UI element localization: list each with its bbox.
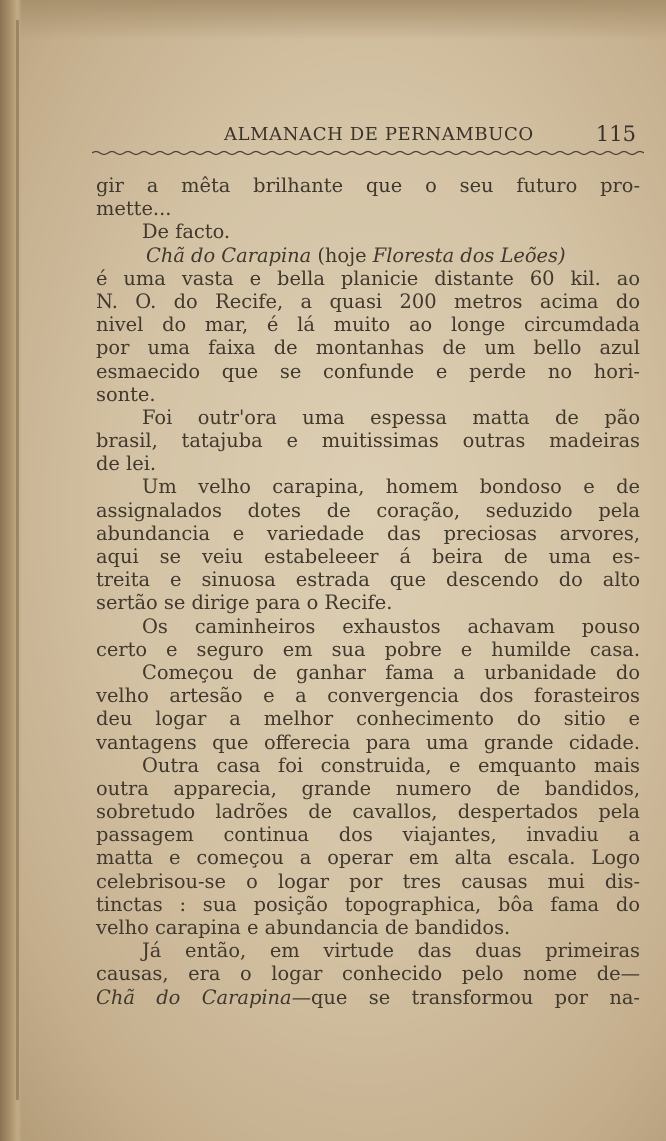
text-line: deu logar a melhor conhecimento do sitio e (96, 707, 640, 731)
page-number: 115 (595, 122, 636, 146)
text-line (96, 986, 640, 1009)
gutter-crease (16, 20, 19, 1100)
text-line: abundancia e variedade das preciosas arvores, (96, 521, 640, 545)
text-line (96, 244, 640, 267)
text-line: Um velho carapina, homem bondoso e de (142, 475, 640, 499)
text-line: é uma vasta e bella planicie distante 60 kil. ao (96, 266, 640, 290)
text-line: treita e sinuosa estrada que descendo do alto (96, 568, 640, 592)
text-fragment: (hoje (311, 243, 373, 267)
text-line: por uma faixa de montanhas de um bello azul (96, 336, 640, 360)
text-line: velho artesão e a convergencia dos forasteiros (96, 684, 640, 708)
text-line: de lei. (96, 452, 157, 476)
italic-place-name: Chã do Carapina (146, 243, 312, 267)
text-line: sonte. (96, 382, 156, 406)
text-line: assignalados dotes de coração, seduzido pela (96, 498, 640, 522)
text-line: mette... (96, 197, 172, 221)
body-text (96, 174, 640, 1009)
text-line: aqui se veiu estabeleeer á beira de uma es- (96, 545, 640, 568)
italic-place-name: Floresta dos Leões) (372, 243, 566, 267)
text-line: Outra casa foi construida, e emquanto mais (142, 753, 640, 777)
text-line: Os caminheiros exhaustos achavam pouso (142, 614, 640, 638)
page-top-shadow (0, 0, 666, 40)
text-line: certo e seguro em sua pobre e humilde casa. (96, 637, 640, 661)
text-line: matta e começou a operar em alta escala. Logo (96, 846, 640, 870)
text-line: esmaecido que se confunde e perde no hori- (96, 359, 640, 383)
running-title: ALMANACH DE PERNAMBUCO (224, 124, 534, 145)
text-line: vantagens que offerecia para uma grande cidade. (96, 730, 640, 754)
text-line: causas, era o logar conhecido pelo nome de— (96, 962, 640, 986)
text-line: Começou de ganhar fama a urbanidade do (142, 660, 640, 684)
text-line: Já então, em virtude das duas primeiras (142, 939, 640, 963)
text-line: outra apparecia, grande numero de bandidos, (96, 776, 640, 800)
text-fragment: —que se transformou por na- (291, 985, 640, 1009)
wavy-rule-divider (92, 148, 644, 158)
text-line: passagem continua dos viajantes, invadiu a (96, 823, 640, 847)
text-line: gir a mêta brilhante que o seu futuro pro- (96, 174, 640, 197)
text-line: sertão se dirige para o Recife. (96, 591, 393, 615)
text-line: N. O. do Recife, a quasi 200 metros acima do (96, 289, 640, 313)
text-line: Foi outr'ora uma espessa matta de pão (142, 405, 640, 429)
text-line: tinctas : sua posição topographica, bôa fama do (96, 892, 640, 916)
italic-place-name: Chã do Carapina (96, 985, 292, 1009)
text-line: nivel do mar, é lá muito ao longe circumdada (96, 313, 640, 337)
text-line: velho carapina e abundancia de bandidos. (96, 916, 511, 939)
text-line: De facto. (142, 220, 231, 244)
text-line: celebrisou-se o logar por tres causas mui dis- (96, 869, 640, 893)
page-header (92, 124, 644, 148)
text-line: sobretudo ladrões de cavallos, despertados pela (96, 800, 640, 824)
text-line: brasil, tatajuba e muitissimas outras madeiras (96, 429, 640, 453)
